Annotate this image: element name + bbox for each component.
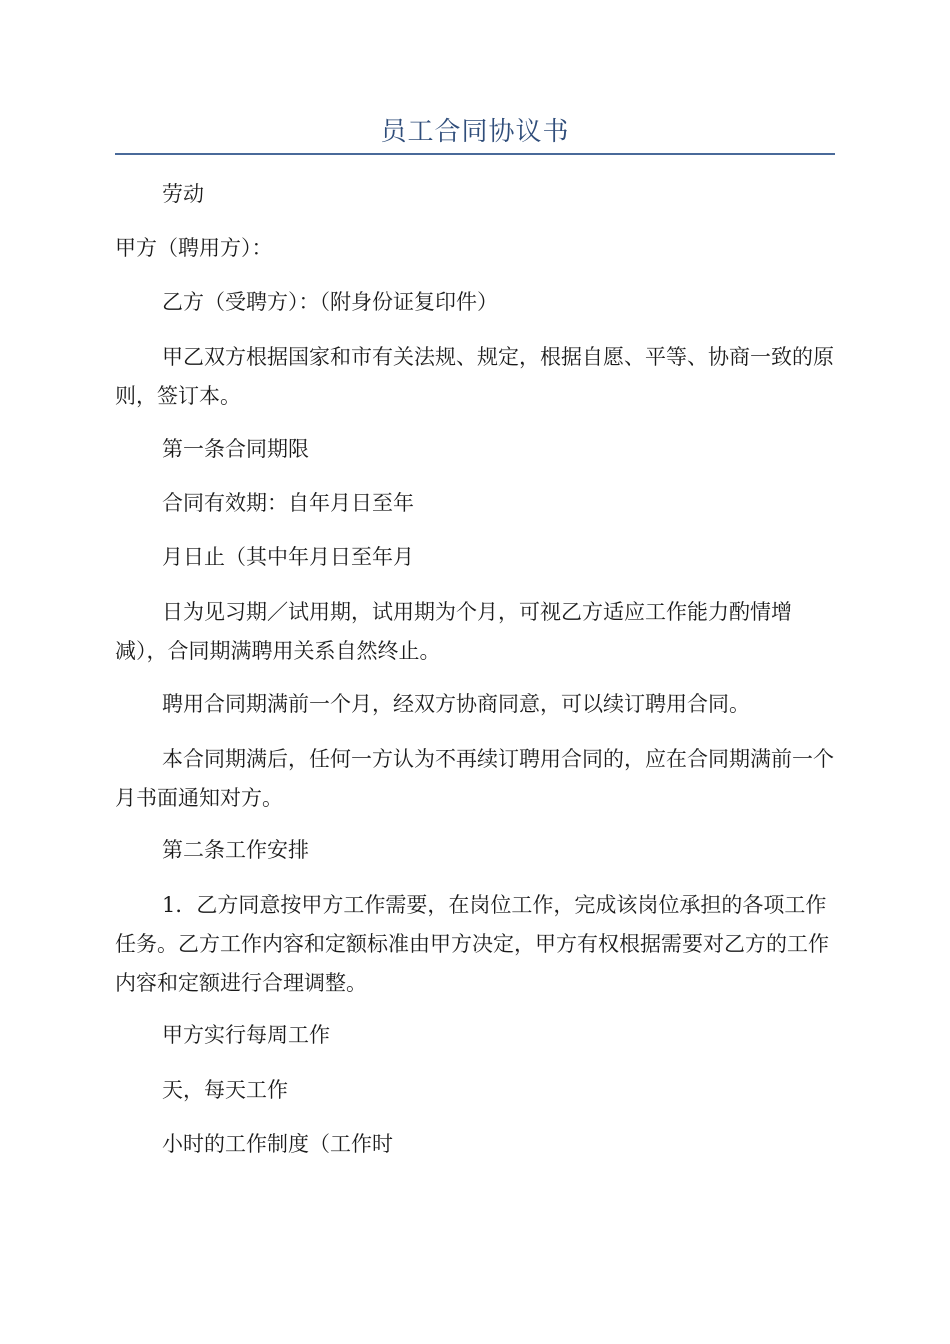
document-page <box>115 0 835 1344</box>
paragraph-party-a: 甲方（聘用方）： <box>115 236 273 260</box>
paragraph-work-duty: 1．乙方同意按甲方工作需要，在岗位工作，完成该岗位承担的各项工作任务。乙方工作内容和定额标准由甲方决定，甲方有权根据需要对乙方的工作内容和定额进行合理调整。 <box>115 893 829 995</box>
section-heading-work: 第二条工作安排 <box>162 838 309 862</box>
paragraph-daily-work: 天，每天工作 <box>162 1078 288 1102</box>
paragraph-work-hours: 小时的工作制度（工作时 <box>162 1132 393 1156</box>
section-heading-term: 第一条合同期限 <box>162 437 309 461</box>
paragraph-notice: 本合同期满后，任何一方认为不再续订聘用合同的，应在合同期满前一个月书面通知对方。 <box>115 747 834 810</box>
paragraph-weekly-work: 甲方实行每周工作 <box>162 1023 330 1047</box>
title-divider <box>115 153 835 155</box>
paragraph-labor: 劳动 <box>162 182 204 206</box>
paragraph-party-b: 乙方（受聘方）：（附身份证复印件） <box>162 290 498 314</box>
paragraph-principle: 甲乙双方根据国家和市有关法规、规定，根据自愿、平等、协商一致的原则，签订本。 <box>115 345 834 408</box>
paragraph-probation: 日为见习期／试用期，试用期为个月，可视乙方适应工作能力酌情增减），合同期满聘用关系自然终止。 <box>115 600 792 663</box>
paragraph-valid-period: 合同有效期：自年月日至年 <box>162 491 414 515</box>
paragraph-period-end: 月日止（其中年月日至年月 <box>162 545 414 569</box>
document-title: 员工合同协议书 <box>380 117 570 147</box>
paragraph-renewal: 聘用合同期满前一个月，经双方协商同意，可以续订聘用合同。 <box>162 692 750 716</box>
